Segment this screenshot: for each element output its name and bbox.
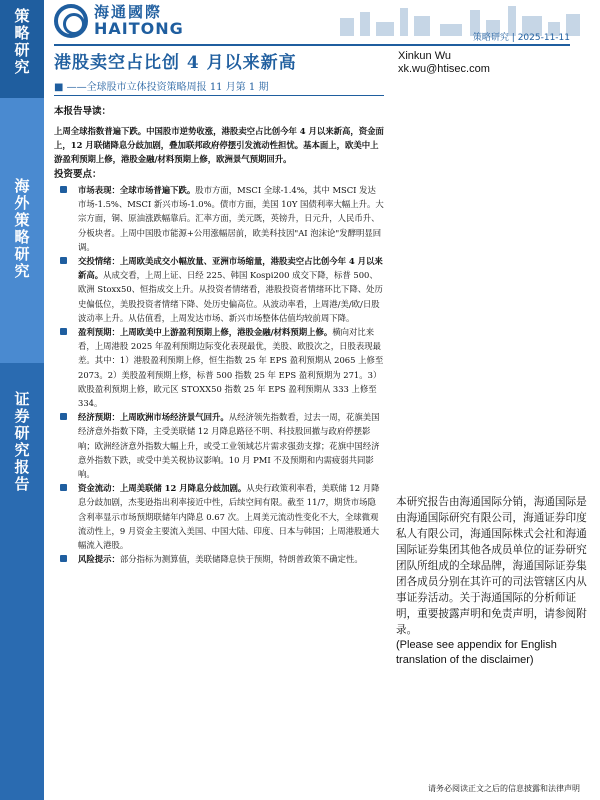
list-item <box>54 183 384 254</box>
logo-en-text: HAITONG <box>94 19 184 38</box>
author-block <box>398 50 490 76</box>
point-head: 交投情绪：上周欧美成交小幅放量、亚洲市场缩量，港股卖空占比创今年 4 月以来新高。 <box>78 256 383 281</box>
bullet-icon <box>60 413 67 420</box>
points-label: 投资要点： <box>54 169 102 180</box>
sidebar <box>0 0 44 800</box>
point-head: 市场表现：全球市场普遍下跌。 <box>78 185 196 195</box>
point-head: 盈利预期：上周欧美中上游盈利预期上修，港股金融/材料预期上修。 <box>78 327 333 338</box>
point-body: 从成交看，上周上证、日经 225、韩国 Kospi200 成交下降，标普 500、欧洲 Stoxx50、恒指成交上升。从投资者情绪看，港股投资者情绪环比下降、处历史偏低位，美股投资者情绪下降、处历史偏高位。从波动率看，上周港/美/欧/日股波动率上升。从估值看，上周发达市场、新兴市场整体估值均较前周下降。 <box>78 270 383 323</box>
disclaimer-en: (Please see appendix for English translation of the disclaimer) <box>396 639 557 666</box>
bullet-icon <box>60 484 67 491</box>
bullet-icon <box>60 186 67 193</box>
list-item <box>54 254 384 325</box>
point-head: 经济预期：上周欧洲市场经济景气回升。 <box>78 412 229 423</box>
bullet-icon <box>60 257 67 264</box>
point-body: 横向对比来看，上周港股 2025 年盈利预期边际变化表现最优，美股、欧股次之，日股表现最差。其中：1）港股盈利预期上修，恒生指数 25 年 EPS 盈利预期从 2065 上修至 2073。2）美股盈利预期上修，标普 500 指数 25 年 EPS 盈利预期为 271。3）欧股盈利预期上修，欧元区 STOXX50 指数 25 年 EPS 盈利预期从 333 上修至 334。 <box>78 327 384 409</box>
author-name: Xinkun Wu <box>398 50 451 62</box>
logo-cn-text: 海通國際 <box>94 3 163 21</box>
guide-label: 本报告导读： <box>54 106 112 117</box>
key-points-list <box>54 183 384 566</box>
logo-emblem-icon <box>54 4 88 38</box>
point-head: 风险提示： <box>78 554 120 565</box>
list-item <box>54 552 384 566</box>
report-subtitle-text: ——全球股市立体投资策略周报 11 月第 1 期 <box>66 82 269 93</box>
header-category: 策略研究 <box>472 33 509 43</box>
subtitle-divider <box>54 95 384 96</box>
sidebar-strategy-label: 策略研究 <box>0 0 44 98</box>
list-item <box>54 410 384 481</box>
haitong-logo <box>54 4 234 38</box>
disclaimer-block <box>396 494 592 668</box>
header-separator: | <box>511 33 518 43</box>
list-item <box>54 325 384 410</box>
point-head: 资金流动：上周美联储 12 月降息分歧加剧。 <box>78 483 247 494</box>
sidebar-report-label: 证券研究报告 <box>0 363 44 800</box>
report-title: 港股卖空占比创 4 月以来新高 <box>54 53 297 73</box>
footer-note: 请务必阅读正文之后的信息披露和法律声明 <box>428 784 580 793</box>
author-email[interactable]: xk.wu@htisec.com <box>398 63 490 75</box>
point-body: 从央行政策利率看，美联储 12 月降息分歧加剧，杰斐逊指出利率接近中性，后续空间有限。截至 11/7，期货市场隐含利率显示市场预期联储年内降息 0.67 次。上周美元流动性变化不大，全球微观流动性上，9 月资金主要流入美国、中国大陆、印度、日本与韩国；上周港股通大幅流入港股。 <box>78 483 380 551</box>
bullet-icon <box>60 328 67 335</box>
list-item <box>54 481 384 552</box>
guide-text: 上周全球指数普遍下跌。中国股市逆势收涨，港股卖空占比创今年 4 月以来新高，资金面上，12 月联储降息分歧加剧，叠加联邦政府停摆引发流动性担忧。基本面上，欧美中上游盈利预期上修，港股金融/材料预期上修，欧洲景气预期回升。 <box>54 126 384 164</box>
header-meta <box>473 30 570 43</box>
point-body: 股市方面，MSCI 全球-1.4%，其中 MSCI 发达市场-1.5%、MSCI 新兴市场-1.0%。债市方面，美国 10Y 国债利率大幅上升。大宗方面，铜、原油涨跌幅靠后。汇率方面，美元既，英镑升，日元升，人民币升、分板块者。上周中国股市能源+公用涨幅居前，欧美科技因"AI 泡沫论"发酵明显回调。 <box>78 185 384 252</box>
sidebar-overseas-label: 海外策略研究 <box>0 98 44 363</box>
header-date: 2025-11-11 <box>517 33 570 43</box>
point-body: 部分指标为测算值，美联储降息快于预期，特朗普政策不确定性。 <box>119 554 363 565</box>
report-subtitle: ■ ——全球股市立体投资策略周报 11 月第 1 期 <box>54 82 269 93</box>
disclaimer-cn: 本研究报告由海通国际分销，海通国际是由海通国际研究有限公司，海通证券印度私人有限公司，海通国际株式会社和海通国际证券集团其他各成员单位的证券研究团队所组成的全球品牌，海通国际证券集团各成员分别在其许可的司法管辖区内从事证券活动。关于海通国际的分析师证明，重要披露声明和免责声明，请参阅附录。 <box>396 496 587 636</box>
point-body: 从经济领先指数看，过去一周，花旗美国经济意外指数下降，主受美联储 12 月降息路径不明、科技股回撤与政府停摆影响；欧洲经济意外指数大幅上升，或受工业领域芯片需求强劲支撑；花旗中国经济意外指数下跌，或受中美关税协议影响。10 月 PMI 不及预期和内需疲弱共同影响。 <box>78 412 380 480</box>
bullet-icon <box>60 555 67 562</box>
header-divider <box>54 44 570 46</box>
